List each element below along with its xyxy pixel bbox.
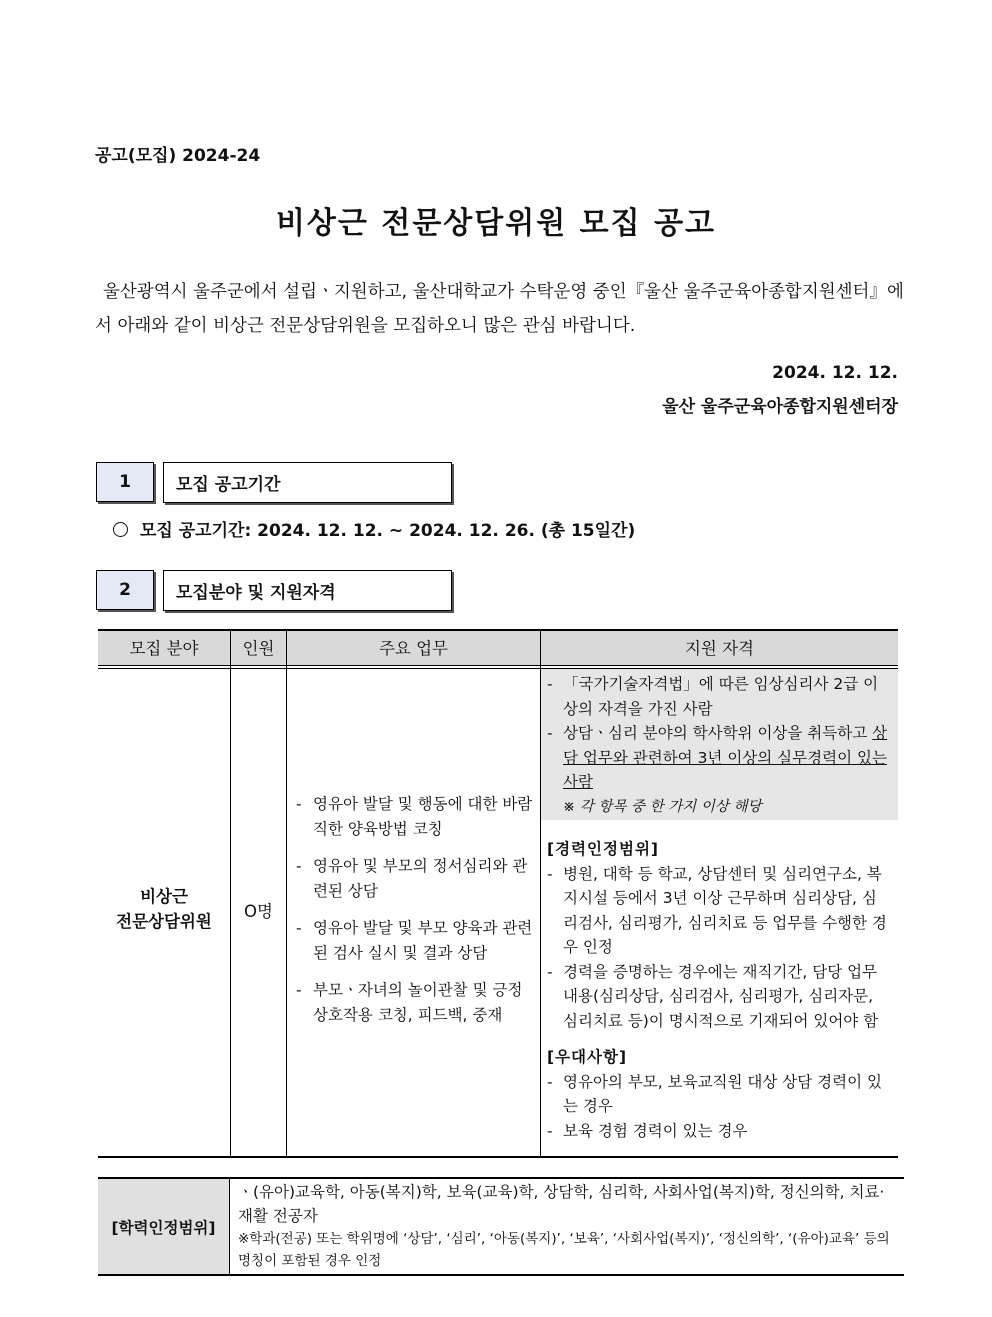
duty-item: - 부모ㆍ자녀의 놀이관찰 및 긍정 상호작용 코칭, 피드백, 중재 (296, 981, 523, 1024)
field-name (98, 884, 230, 934)
qualification-note: ※ 각 항목 중 한 가지 이상 해당 (563, 798, 762, 815)
section-2-number: 2 (96, 570, 154, 610)
education-label: [학력인정범위] (98, 1177, 229, 1276)
preference-item: - 영유아의 부모, 보육교직원 대상 상담 경력이 있는 경우 (547, 1072, 882, 1115)
header-field: 모집 분야 (98, 629, 230, 665)
headcount: O명 (244, 902, 273, 921)
field-name-line1: 비상근 (140, 887, 188, 906)
qualification-item: - 상담ㆍ심리 분야의 학사학위 이상을 취득하고 상담 업무와 관련하여 3년 이상의 실무경력이 있는 사람 (547, 724, 888, 791)
career-scope (541, 837, 898, 1143)
career-item: - 경력을 증명하는 경우에는 재직기간, 담당 업무 내용(심리상담, 심리검사, 심리평가, 심리자문, 심리치료 등)이 명시적으로 기재되어 있어야 함 (547, 962, 879, 1030)
education-note: ※학과(전공) 또는 학위명에 ‘상담’, ‘심리’, ‘아동(복지)’, ‘보육’, ‘사회사업(복지)’, ‘정신의학’, ‘(유아)교육’ 등의 명칭이 포함된 경우 인정 (238, 1231, 890, 1269)
duty-item: - 영유아 발달 및 부모 양육과 관련된 검사 실시 및 결과 상담 (296, 919, 533, 962)
section-1-number: 1 (96, 462, 154, 502)
qualification-requirements (541, 669, 898, 820)
notice-number: 공고(모집) 2024-24 (95, 146, 261, 166)
recruitment-period-text: 모집 공고기간: 2024. 12. 12. ~ 2024. 12. 26. (총 15일간) (140, 521, 636, 541)
header-qualifications: 지원 자격 (541, 629, 898, 665)
section-1-title: 모집 공고기간 (163, 462, 452, 503)
section-2-title: 모집분야 및 지원자격 (163, 570, 452, 611)
recruitment-table (98, 629, 898, 1157)
field-name-line2: 전문상담위원 (116, 912, 212, 931)
intro-paragraph: 울산광역시 울주군에서 설립ㆍ지원하고, 울산대학교가 수탁운영 중인『울산 울주군육아종합지원센터』에서 아래와 같이 비상근 전문상담위원을 모집하오니 많은 관심 바랍니다. (95, 282, 904, 336)
header-count: 인원 (231, 629, 286, 665)
career-item: - 병원, 대학 등 학교, 상담센터 및 심리연구소, 복지시설 등에서 3년 이상 근무하며 심리상담, 심리검사, 심리평가, 심리치료 등 업무를 수행한 경우 인정 (547, 864, 887, 956)
duty-item: - 영유아 및 부모의 정서심리와 관련된 상담 (296, 857, 528, 900)
career-heading: [경력인정범위] (547, 840, 660, 858)
duty-item: - 영유아 발달 및 행동에 대한 바람직한 양육방법 코칭 (296, 795, 533, 838)
education-scope-table (98, 1177, 904, 1276)
duties-list (288, 792, 536, 1040)
circle-bullet-icon (113, 522, 128, 537)
page-title: 비상근 전문상담위원 모집 공고 (275, 206, 717, 241)
recruitment-period (113, 516, 635, 541)
preference-heading: [우대사항] (547, 1048, 628, 1066)
notice-date: 2024. 12. 12. (772, 363, 898, 383)
issuer-name: 울산 울주군육아종합지원센터장 (662, 397, 898, 417)
qualification-item: - 「국가기술자격법」에 따른 임상심리사 2급 이상의 자격을 가진 사람 (547, 675, 879, 718)
education-details (238, 1180, 898, 1272)
preference-item: - 보육 경험 경력이 있는 경우 (547, 1121, 748, 1140)
header-duties: 주요 업무 (287, 629, 540, 665)
education-majors: ㆍ(유아)교육학, 아동(복지)학, 보육(교육)학, 상담학, 심리학, 사회사업(복지)학, 정신의학, 치료·재활 전공자 (238, 1183, 885, 1225)
